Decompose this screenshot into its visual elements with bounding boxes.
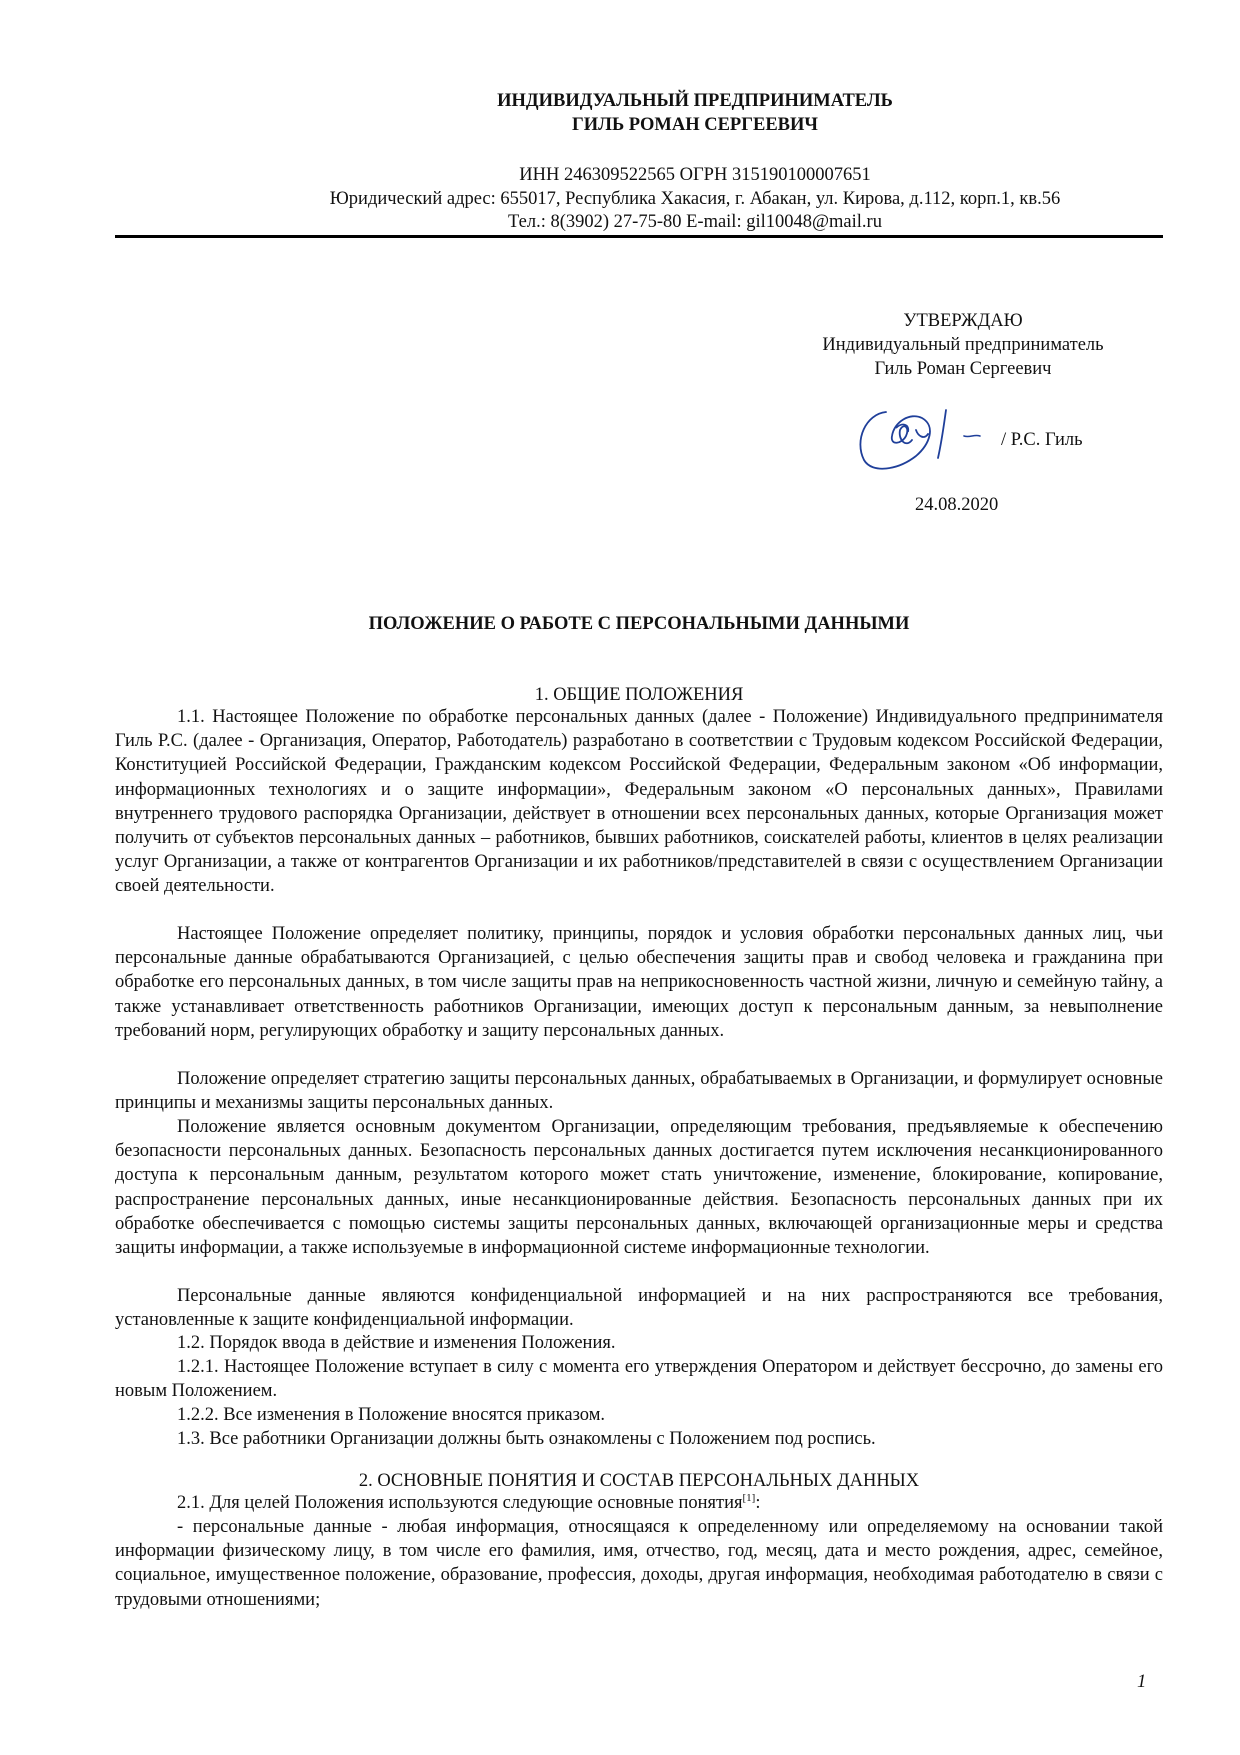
letterhead-ids: ИНН 246309522565 ОГРН 315190100007651: [519, 165, 871, 185]
paragraph-text: 2.1. Для целей Положения используются следующие основные понятия: [177, 1493, 743, 1513]
page-number: 1: [1137, 1672, 1147, 1692]
letterhead-contacts: Тел.: 8(3902) 27-75-80 E-mail: gil10048@mail.ru: [508, 212, 882, 232]
approval-heading: УТВЕРЖДАЮ: [903, 311, 1023, 331]
paragraph-text-end: :: [755, 1493, 761, 1513]
handwritten-signature: [846, 400, 1006, 480]
signature-name: / Р.С. Гиль: [1001, 430, 1083, 450]
section-heading-1: 1. ОБЩИЕ ПОЛОЖЕНИЯ: [534, 685, 744, 705]
letterhead-divider: [115, 235, 1163, 238]
paragraph: [115, 1491, 1163, 1515]
paragraph: 1.2. Порядок ввода в действие и изменения Положения.: [177, 1333, 616, 1353]
paragraph: Персональные данные являются конфиденциальной информацией и на них распространяются все требования, установленные к защите конфиденциальной информации.: [115, 1286, 1163, 1331]
document-title: ПОЛОЖЕНИЕ О РАБОТЕ С ПЕРСОНАЛЬНЫМИ ДАННЫМИ: [368, 614, 910, 634]
paragraph: 1.2.2. Все изменения в Положение вносятся приказом.: [177, 1405, 606, 1425]
footnote-ref[interactable]: [1]: [742, 1491, 756, 1504]
approval-person: Гиль Роман Сергеевич: [874, 359, 1052, 379]
letterhead-title-line2: ГИЛЬ РОМАН СЕРГЕЕВИЧ: [572, 115, 818, 135]
paragraph: 1.1. Настоящее Положение по обработке персональных данных (далее - Положение) Индивидуального предпринимателя Гиль Р.С. (далее - Организация, Оператор, Работодатель) разработано в соответствии с Трудовым кодексом Российской Федерации, Конституцией Российской Федерации, Гражданским кодексом Российской Федерации, Федеральным законом «Об информации, информационных технологиях и о защите информации», Федеральным законом «О персональных данных», Правилами внутреннего трудового распорядка Организации, действует в отношении всех персональных данных, которые Организация может получить от субъектов персональных данных – работников, бывших работников, соискателей работы, клиентов в целях реализации услуг Организации, а также от контрагентов Организации и их работников/представителей в связи с осуществлением Организации своей деятельности.: [115, 707, 1163, 897]
section-heading-2: 2. ОСНОВНЫЕ ПОНЯТИЯ И СОСТАВ ПЕРСОНАЛЬНЫХ ДАННЫХ: [358, 1471, 920, 1491]
paragraph: Положение является основным документом Организации, определяющим требования, предъявляемые к обеспечению безопасности персональных данных. Безопасность персональных данных достигается путем исключения несанкционированного доступа к персональным данным, результатом которого может стать уничтожение, изменение, блокирование, копирование, распространение персональных данных, иные несанкционированные действия. Безопасность персональных данных при их обработке обеспечивается с помощью системы защиты персональных данных, включающей организационные меры и средства защиты информации, а также используемые в информационной системе информационные технологии.: [115, 1117, 1163, 1259]
paragraph: Настоящее Положение определяет политику, принципы, порядок и условия обработки персональных данных лиц, чьи персональные данные обрабатываются Организацией, с целью обеспечения защиты прав и свобод человека и гражданина при обработке его персональных данных, в том числе защиты прав на неприкосновенность частной жизни, личную и семейную тайну, а также устанавливает ответственность работников Организации, имеющих доступ к персональным данным, за невыполнение требований норм, регулирующих обработку и защиту персональных данных.: [115, 924, 1163, 1041]
paragraph: 1.2.1. Настоящее Положение вступает в силу с момента его утверждения Оператором и действует бессрочно, до замены его новым Положением.: [115, 1357, 1163, 1402]
approval-position: Индивидуальный предприниматель: [822, 335, 1104, 355]
letterhead-title-line1: ИНДИВИДУАЛЬНЫЙ ПРЕДПРИНИМАТЕЛЬ: [497, 91, 893, 111]
letterhead-address: Юридический адрес: 655017, Республика Хакасия, г. Абакан, ул. Кирова, д.112, корп.1, кв.56: [329, 189, 1061, 209]
approval-date: 24.08.2020: [915, 495, 999, 515]
paragraph: 1.3. Все работники Организации должны быть ознакомлены с Положением под роспись.: [177, 1429, 876, 1449]
paragraph: - персональные данные - любая информация, относящаяся к определенному или определяемому на основании такой информации физическому лицу, в том числе его фамилия, имя, отчество, год, месяц, дата и место рождения, адрес, семейное, социальное, имущественное положение, образование, профессия, доходы, другая информация, необходимая работодателю в связи с трудовыми отношениями;: [115, 1517, 1163, 1610]
paragraph: Положение определяет стратегию защиты персональных данных, обрабатываемых в Организации, и формулирует основные принципы и механизмы защиты персональных данных.: [115, 1069, 1163, 1114]
